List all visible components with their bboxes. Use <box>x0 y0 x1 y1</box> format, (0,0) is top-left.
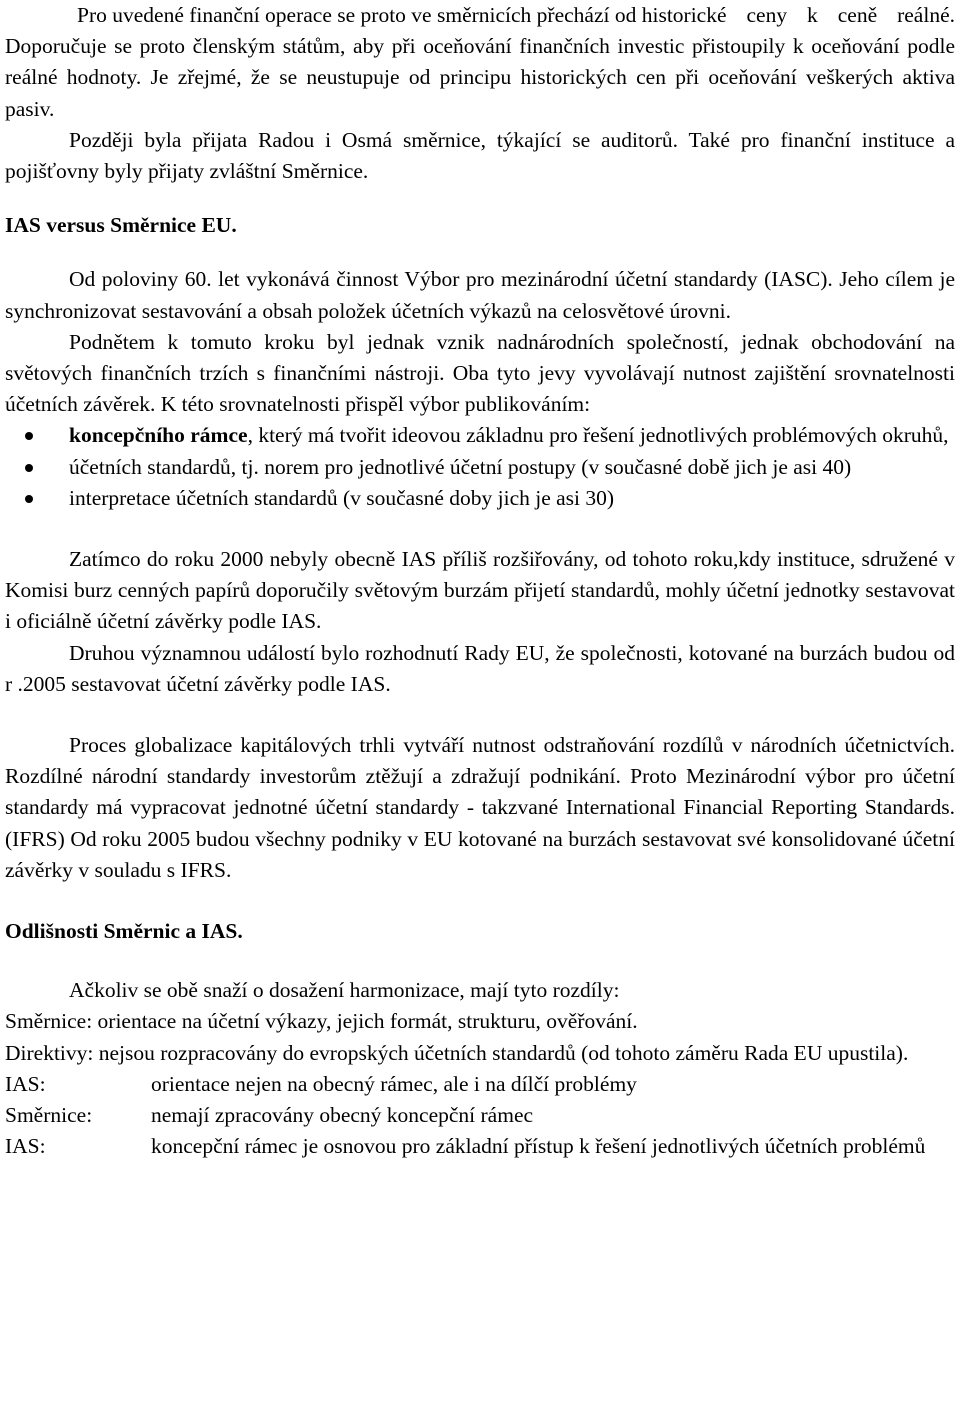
comparison-label: IAS: <box>5 1134 46 1159</box>
paragraph-fair-value-rest: ceny k ceně reálné. Doporučuje se proto členským státům, aby při oceňování finančních investic přistoupily k oceňování podle reálné hodnoty. Je zřejmé, že se neustupuje od principu historických cen při oceňování veškerých aktiva pasiv. <box>5 3 955 121</box>
comparison-row <box>5 1131 955 1162</box>
paragraph-motivation: Podnětem k tomuto kroku byl jednak vznik nadnárodních společností, jednak obchodování na světových finančních trzích s finančními nástroji. Oba tyto jevy vyvolávají nutnost zajištění srovnatelnosti účetních závěrek. K této srovnatelnosti přispěl výbor publikováním: <box>5 329 955 417</box>
paragraph-differences-intro: Ačkoliv se obě snaží o dosažení harmonizace, mají tyto rozdíly: <box>69 978 620 1003</box>
comparison-text: nemají zpracovány obecný koncepční rámec <box>151 1103 534 1128</box>
list-item-framework <box>5 420 955 451</box>
paragraph-iasc: Od poloviny 60. let vykonává činnost Výbor pro mezinárodní účetní standardy (IASC). Jeho cílem je synchronizovat sestavování a obsah položek účetních výkazů na celosvětové úrovni. <box>5 267 955 323</box>
list-item-interpretations <box>5 483 955 514</box>
section-heading-differences: Odlišnosti Směrnic a IAS. <box>5 919 243 944</box>
paragraph-directives-standards: Direktivy: nejsou rozpracovány do evropských účetních standardů (od tohoto záměru Rada EU upustila). <box>5 1040 909 1065</box>
paragraph-fair-value <box>5 0 955 125</box>
bullet-icon <box>25 432 33 440</box>
comparison-label: IAS: <box>5 1071 46 1096</box>
interpretations-description: interpretace účetních standardů (v současné doby jich je asi 30) <box>69 485 615 510</box>
standards-description: účetních standardů, tj. norem pro jednotlivé účetní postupy (v současné době jich je asi 40) <box>69 454 852 479</box>
publications-list <box>5 420 955 514</box>
paragraph-directives-orientation: Směrnice: orientace na účetní výkazy, jejich formát, strukturu, ověřování. <box>5 1009 638 1034</box>
comparison-text: orientace nejen na obecný rámec, ale i na dílčí problémy <box>151 1071 637 1096</box>
comparison-row <box>5 1069 955 1100</box>
framework-description: , který má tvořit ideovou základnu pro řešení jednotlivých problémových okruhů, <box>247 423 949 448</box>
paragraph-adoption: Zatímco do roku 2000 nebyly obecně IAS příliš rozšiřovány, od tohoto roku,kdy instituce, sdružené v Komisi burz cenných papírů doporučily světovým burzám přijetí standardů, mohly účetní jednotky sestavovat i oficiálně účetní závěrky podle IAS. <box>5 547 955 634</box>
comparison-row <box>5 1100 955 1131</box>
paragraph-eu-decision: Druhou významnou událostí bylo rozhodnutí Rady EU, že společnosti, kotované na burzách budou od r .2005 sestavovat účetní závěrky podle IAS. <box>5 640 955 696</box>
paragraph-eighth-directive: Později byla přijata Radou i Osmá směrnice, týkající se auditorů. Také pro finanční instituce a pojišťovny byly přijaty zvláštní Směrnice. <box>5 127 955 184</box>
paragraph-globalization: Proces globalizace kapitálových trhli vytváří nutnost odstraňování rozdílů v národních účetnictvích. Rozdílné národní standardy investorům ztěžují a zdražují podnikání. Proto Mezinárodní výbor pro účetní standardy má vypracovat jednotné účetní standardy - takzvané International Financial Reporting Standards. (IFRS) Od roku 2005 budou všechny podniky v EU kotované na burzách sestavovat své konsolidované účetní závěrky v souladu s IFRS. <box>5 733 955 882</box>
bullet-icon <box>25 464 33 472</box>
list-item-standards <box>5 452 955 483</box>
document-page <box>5 0 955 1163</box>
paragraph-fair-value-first-line: Pro uvedené finanční operace se proto ve směrnicích přechází od historické <box>77 3 727 27</box>
bullet-icon <box>25 495 33 503</box>
section-heading-ias-vs-directives: IAS versus Směrnice EU. <box>5 213 237 238</box>
comparison-text: koncepční rámec je osnovou pro základní přístup k řešení jednotlivých účetních problémů <box>151 1134 926 1159</box>
comparison-label: Směrnice: <box>5 1103 93 1128</box>
framework-term: koncepčního rámce <box>69 423 248 448</box>
